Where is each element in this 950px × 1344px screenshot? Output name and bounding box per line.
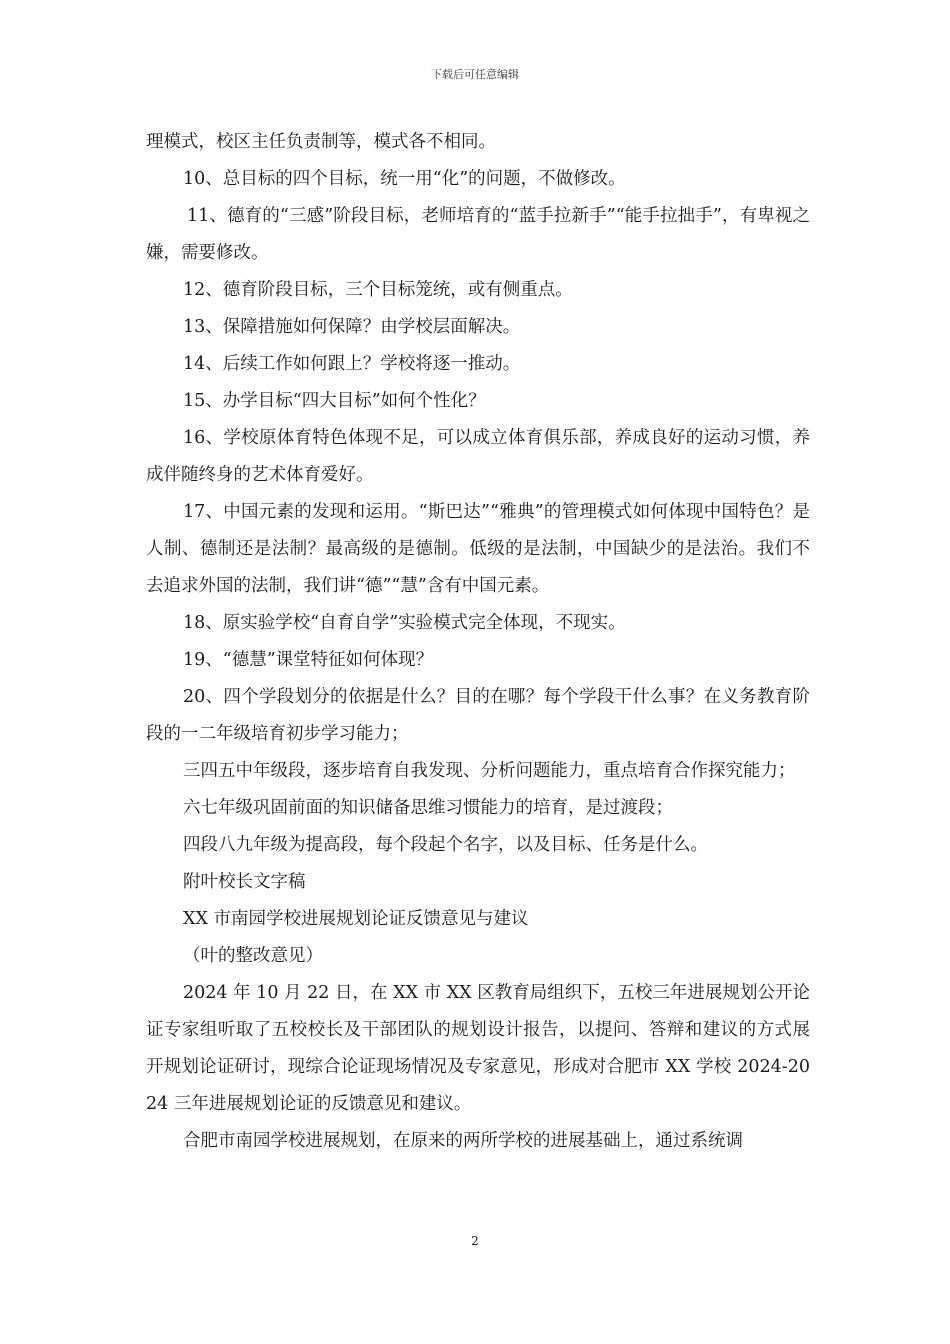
page-number: 2 <box>471 1234 479 1248</box>
paragraph-19: 2024 年 10 月 22 日，在 XX 市 XX 区教育局组织下，五校三年进展规划公开论证专家组听取了五校校长及干部团队的规划设计报告，以提问、答辩和建议的方式展开规划论证研讨，现综合论证现场情况及专家意见，形成对合肥市 XX 学校 2024-2024 三年进展规划论证的反馈意见和建议。 <box>146 983 810 1114</box>
paragraph-14: 六七年级巩固前面的知识储备思维习惯能力的培育，是过渡段； <box>183 798 673 818</box>
paragraph-8: 16、学校原体育特色体现不足，可以成立体育俱乐部，养成良好的运动习惯，养成伴随终身的艺术体育爱好。 <box>146 428 810 485</box>
paragraph-3: 11、德育的“三感”阶段目标，老师培育的“蓝手拉新手”“能手拉拙手”，有卑视之嫌，需要修改。 <box>146 206 810 263</box>
paragraph-5: 13、保障措施如何保障？由学校层面解决。 <box>183 317 521 337</box>
page-header-note: 下载后可任意编辑 <box>431 68 519 81</box>
paragraph-13: 三四五中年级段，逐步培育自我发现、分析问题能力，重点培育合作探究能力； <box>183 761 796 781</box>
paragraph-15: 四段八九年级为提高段，每个段起个名字，以及目标、任务是什么。 <box>183 835 708 855</box>
paragraph-9: 17、中国元素的发现和运用。“斯巴达”“雅典”的管理模式如何体现中国特色？是人制、德制还是法制？最高级的是德制。低级的是法制，中国缺少的是法治。我们不去追求外国的法制，我们讲“德”“慧”含有中国元素。 <box>146 502 810 596</box>
paragraph-11: 19、“德慧”课堂特征如何体现？ <box>183 650 434 670</box>
paragraph-2: 10、总目标的四个目标，统一用“化”的问题，不做修改。 <box>183 169 626 189</box>
paragraph-16: 附叶校长文字稿 <box>183 872 306 892</box>
document-body <box>146 124 810 1160</box>
paragraph-4: 12、德育阶段目标，三个目标笼统，或有侧重点。 <box>183 280 573 300</box>
paragraph-6: 14、后续工作如何跟上？学校将逐一推动。 <box>183 354 521 374</box>
paragraph-7: 15、办学目标“四大目标”如何个性化？ <box>183 391 486 411</box>
paragraph-20: 合肥市南园学校进展规划，在原来的两所学校的进展基础上，通过系统调 <box>183 1131 743 1151</box>
paragraph-12: 20、四个学段划分的依据是什么？目的在哪？每个学段干什么事？在义务教育阶段的一二年级培育初步学习能力； <box>146 687 810 744</box>
section-subtitle: （叶的整改意见） <box>183 946 323 966</box>
section-title: XX 市南园学校进展规划论证反馈意见与建议 <box>183 909 529 929</box>
paragraph-10: 18、原实验学校“自育自学”实验模式完全体现，不现实。 <box>183 613 626 633</box>
paragraph-1: 理模式，校区主任负责制等，模式各不相同。 <box>146 132 496 152</box>
